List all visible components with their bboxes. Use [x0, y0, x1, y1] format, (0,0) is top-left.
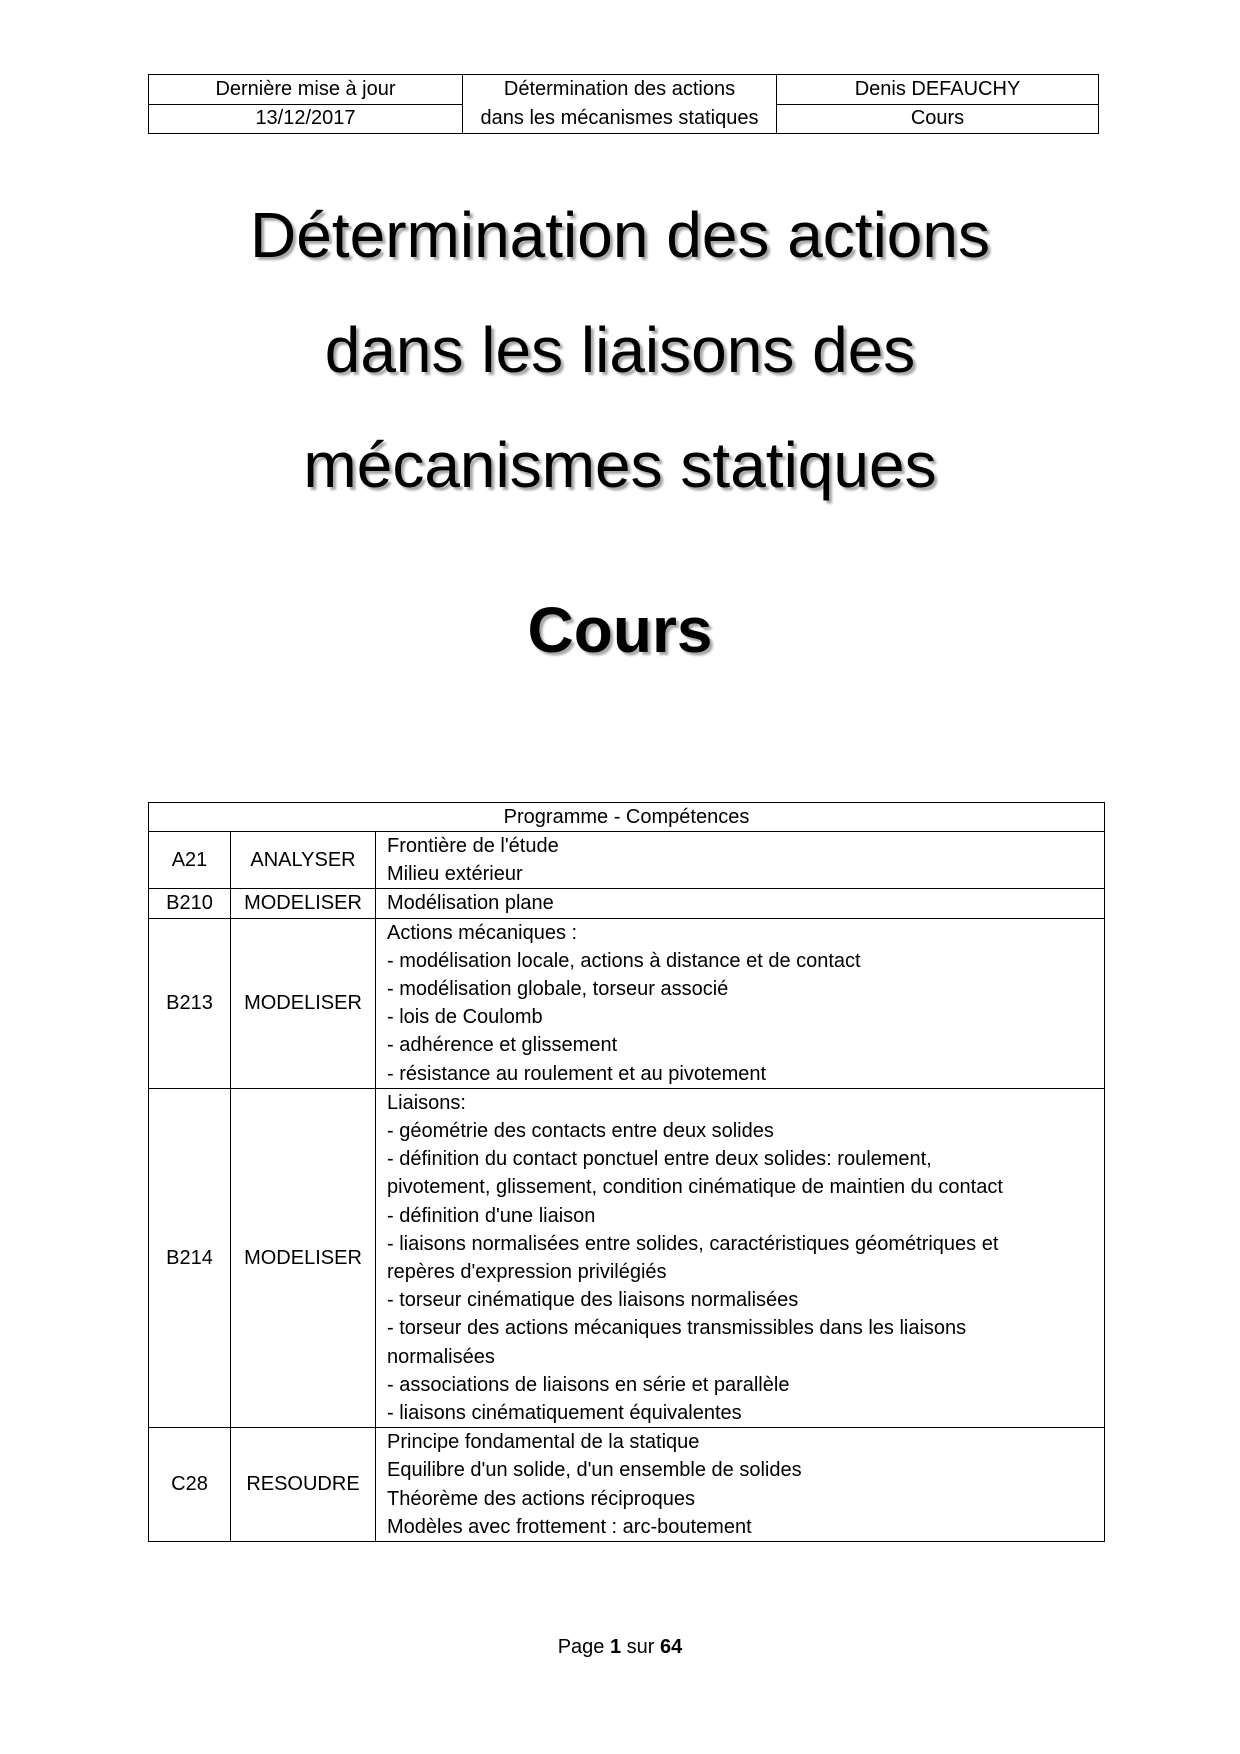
page-number: 1	[609, 1636, 622, 1658]
competence-code: B210	[149, 889, 231, 918]
competence-item: - torseur cinématique des liaisons normalisées	[387, 1289, 799, 1312]
doc-type: Cours	[777, 104, 1099, 134]
page-title-line3: mécanismes statiques	[303, 429, 937, 501]
page-label: Page	[557, 1636, 605, 1658]
competence-item: - adhérence et glissement	[387, 1034, 618, 1057]
page-footer	[0, 1636, 1240, 1659]
page-title-line2: dans les liaisons des	[324, 314, 916, 386]
competence-item: - modélisation locale, actions à distance et de contact	[387, 949, 861, 972]
competence-item: - résistance au roulement et au pivotement	[387, 1062, 767, 1085]
competence-item: Théorème des actions réciproques	[387, 1487, 695, 1510]
competence-category: MODELISER	[231, 1088, 376, 1427]
competence-item: - définition d'une liaison	[387, 1204, 596, 1227]
competence-item: - liaisons normalisées entre solides, caractéristiques géométriques et	[387, 1232, 999, 1255]
program-table	[148, 802, 1105, 1542]
competence-item: Principe fondamental de la statique	[387, 1431, 700, 1454]
program-row	[149, 1428, 1105, 1542]
competence-item: Modèles avec frottement : arc-boutement	[387, 1515, 752, 1538]
competence-item: - liaisons cinématiquement équivalentes	[387, 1402, 742, 1425]
program-row	[149, 889, 1105, 918]
competence-category: MODELISER	[231, 918, 376, 1088]
author: Denis DEFAUCHY	[777, 75, 1099, 105]
page-title	[0, 178, 1240, 523]
course-title-line1: Détermination des actions	[503, 78, 736, 100]
program-row	[149, 832, 1105, 889]
competence-description	[376, 832, 1105, 889]
program-row	[149, 918, 1105, 1088]
course-title-line2: dans les mécanismes statiques	[480, 107, 759, 129]
competence-description	[376, 918, 1105, 1088]
page-subtitle: Cours	[527, 594, 713, 666]
page-title-line1: Détermination des actions	[250, 199, 990, 271]
competence-item: - géométrie des contacts entre deux solides	[387, 1120, 774, 1143]
competence-item: - associations de liaisons en série et parallèle	[387, 1373, 790, 1396]
competence-description	[376, 1088, 1105, 1427]
competence-item: Modélisation plane	[387, 892, 554, 915]
competence-item: repères d'expression privilégiés	[387, 1261, 667, 1284]
competence-code: C28	[149, 1428, 231, 1542]
competence-item: - modélisation globale, torseur associé	[387, 978, 729, 1001]
competence-description	[376, 1428, 1105, 1542]
competence-category: MODELISER	[231, 889, 376, 918]
program-row	[149, 1088, 1105, 1427]
competence-code: B213	[149, 918, 231, 1088]
competence-item: pivotement, glissement, condition cinématique de maintien du contact	[387, 1176, 1003, 1199]
competence-category: RESOUDRE	[231, 1428, 376, 1542]
competence-item: Actions mécaniques :	[387, 921, 578, 944]
total-pages: 64	[660, 1636, 683, 1658]
course-title-cell	[463, 75, 777, 134]
competence-code: B214	[149, 1088, 231, 1427]
competence-item: - définition du contact ponctuel entre deux solides: roulement,	[387, 1148, 932, 1171]
competence-item: normalisées	[387, 1345, 495, 1368]
of-label: sur	[626, 1636, 655, 1658]
program-heading: Programme - Compétences	[149, 803, 1105, 832]
competence-item: - lois de Coulomb	[387, 1006, 543, 1029]
competence-code: A21	[149, 832, 231, 889]
competence-category: ANALYSER	[231, 832, 376, 889]
competence-item: Frontière de l'étude	[387, 835, 559, 857]
last-update-label: Dernière mise à jour	[149, 75, 463, 105]
header-table	[148, 74, 1099, 134]
competence-item: Milieu extérieur	[387, 863, 523, 886]
update-date: 13/12/2017	[149, 104, 463, 134]
competence-item: - torseur des actions mécaniques transmissibles dans les liaisons	[387, 1317, 967, 1340]
competence-description	[376, 889, 1105, 918]
competence-item: Liaisons:	[387, 1091, 466, 1114]
competence-item: Equilibre d'un solide, d'un ensemble de solides	[387, 1459, 802, 1482]
